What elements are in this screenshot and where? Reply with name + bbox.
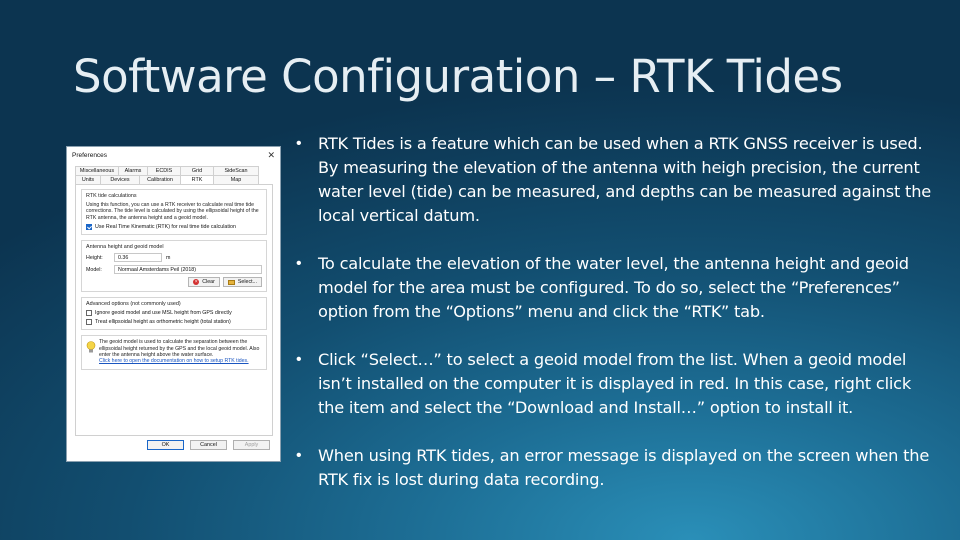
advanced-group — [81, 297, 267, 330]
ignore-geoid-row — [86, 310, 262, 316]
bullet-text: Click “Select…” to select a geoid model from the list. When a geoid model isn’t installed on the computer it is displayed in red. In this case, right click the item and select the “Download and Install…” option to install it. — [318, 350, 912, 417]
info-text: The geoid model is used to calculate the separation between the ellipsoidal height returned by the GPS and the local geoid model. Also enter the antenna height above the water surface. — [99, 339, 260, 359]
ok-button[interactable]: OK — [147, 440, 184, 450]
tab-sidescan[interactable]: SideScan — [213, 166, 259, 175]
info-content — [99, 339, 262, 365]
orthometric-checkbox[interactable] — [86, 319, 92, 325]
antenna-buttons — [86, 277, 262, 287]
orthometric-label: Treat ellipsoidal height as orthometric height (total station) — [95, 319, 231, 326]
model-label: Model: — [86, 266, 102, 273]
tab-map[interactable]: Map — [213, 175, 259, 184]
tab-calibration[interactable]: Calibration — [139, 175, 181, 184]
bullet-item — [296, 252, 936, 324]
rtk-description: Using this function, you can use a RTK receiver to calculate real time tide corrections. The tide level is calculated by using the ellipsoidal height of the RTK antenna, the antenna height and a geoid model. — [86, 202, 259, 221]
advanced-group-label: Advanced options (not commonly used) — [86, 301, 181, 308]
bullet-item — [296, 132, 936, 228]
antenna-group — [81, 240, 267, 292]
select-button-label: Select... — [237, 279, 257, 286]
height-row — [86, 253, 262, 262]
documentation-link[interactable]: Click here to open the documentation on how to setup RTK tides. — [99, 358, 249, 365]
info-box — [81, 335, 267, 370]
tab-row-2 — [67, 175, 280, 184]
tab-ecdis[interactable]: ECDIS — [147, 166, 181, 175]
tab-row-1 — [67, 166, 280, 175]
bullet-dot: • — [296, 351, 302, 368]
tab-devices[interactable]: Devices — [100, 175, 140, 184]
preferences-dialog — [66, 146, 281, 462]
bullet-text: When using RTK tides, an error message is displayed on the screen when the RTK fix is lost during data recording. — [318, 446, 930, 489]
tab-units[interactable]: Units — [75, 175, 101, 184]
bullet-item — [296, 348, 936, 420]
close-icon[interactable]: ✕ — [267, 150, 275, 160]
use-rtk-label: Use Real Time Kinematic (RTK) for real time tide calculation — [95, 224, 236, 231]
slide-title: Software Configuration – RTK Tides — [73, 50, 843, 103]
bullet-text: To calculate the elevation of the water level, the antenna height and geoid model for the area must be configured. To do so, select the “Preferences” option from the “Options” menu and click the “RTK” tab. — [318, 254, 909, 321]
cancel-button[interactable]: Cancel — [190, 440, 227, 450]
lightbulb-icon — [86, 341, 96, 354]
use-rtk-row — [86, 224, 262, 230]
dialog-footer — [67, 436, 280, 450]
folder-icon — [228, 280, 235, 285]
clear-button[interactable] — [188, 277, 220, 287]
height-unit: m — [166, 254, 171, 261]
apply-button[interactable]: Apply — [233, 440, 270, 450]
rtk-group-label: RTK tide calculations — [86, 193, 137, 199]
ignore-geoid-checkbox[interactable] — [86, 310, 92, 316]
tab-alarms[interactable]: Alarms — [118, 166, 148, 175]
orthometric-row — [86, 319, 262, 325]
bullet-list — [296, 132, 936, 516]
select-button[interactable] — [223, 277, 262, 287]
height-input[interactable]: 0.36 — [114, 253, 162, 262]
bullet-dot: • — [296, 135, 302, 152]
rtk-tab-panel — [75, 184, 273, 436]
model-row — [86, 265, 262, 274]
dialog-title: Preferences — [72, 152, 108, 159]
ignore-geoid-label: Ignore geoid model and use MSL height from GPS directly — [95, 310, 232, 317]
clear-button-label: Clear — [202, 279, 215, 286]
rtk-group — [81, 189, 267, 235]
tab-miscellaneous[interactable]: Miscellaneous — [75, 166, 119, 175]
tab-rtk[interactable]: RTK — [180, 175, 214, 184]
model-field[interactable]: Normaal Amsterdams Peil (2018) — [114, 265, 262, 274]
bullet-item — [296, 444, 936, 492]
bullet-text: RTK Tides is a feature which can be used when a RTK GNSS receiver is used. By measuring the elevation of the antenna with heigh precision, the current water level (tide) can be measured, and depths can be measured against the local vertical datum. — [318, 134, 932, 225]
height-label: Height: — [86, 254, 103, 261]
tab-grid[interactable]: Grid — [180, 166, 214, 175]
antenna-group-label: Antenna height and geoid model — [86, 244, 164, 251]
use-rtk-checkbox[interactable] — [86, 224, 92, 230]
dialog-titlebar — [67, 147, 280, 164]
bullet-dot: • — [296, 447, 302, 464]
clear-icon: × — [194, 279, 198, 286]
bullet-dot: • — [296, 255, 302, 272]
